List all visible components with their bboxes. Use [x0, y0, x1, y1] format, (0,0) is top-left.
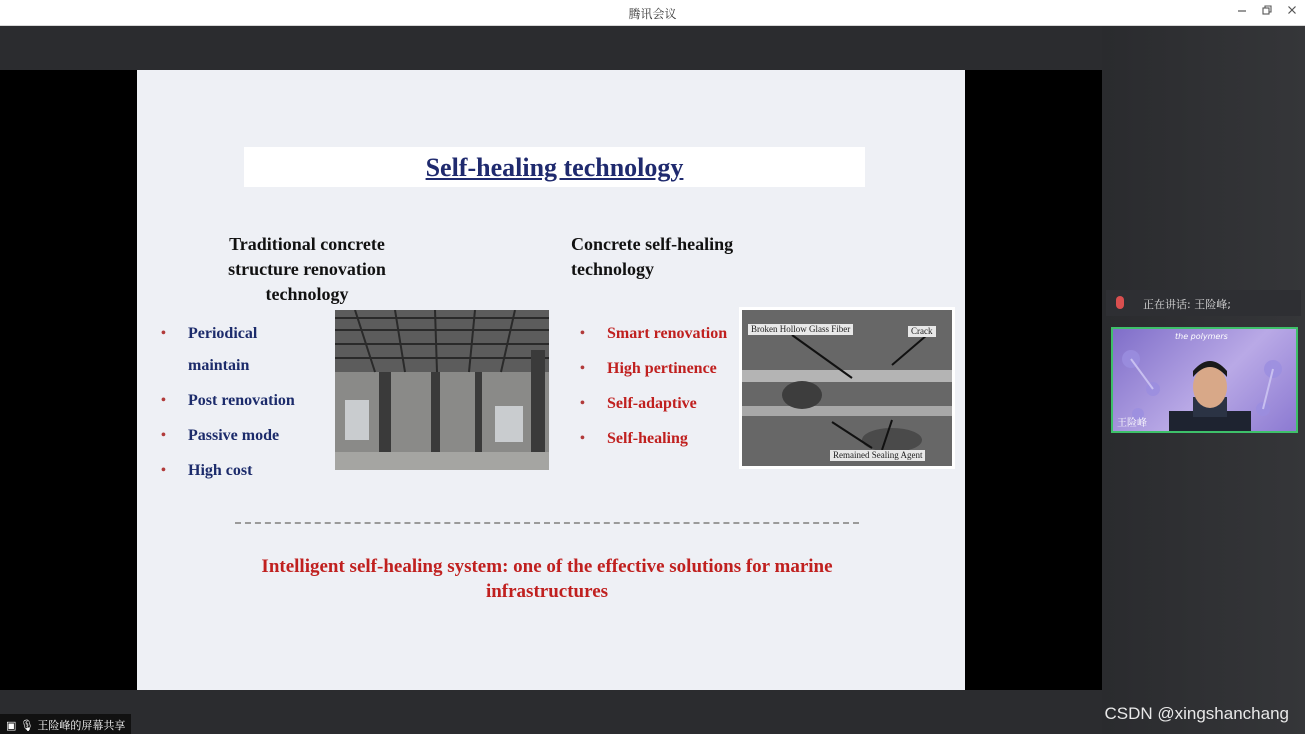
micrograph-label-fiber: Broken Hollow Glass Fiber	[748, 324, 853, 335]
conclusion-line: infrastructures	[485, 581, 609, 602]
left-column-heading	[207, 232, 407, 307]
slide-conclusion	[227, 554, 867, 604]
section-divider	[235, 522, 859, 524]
building-photo	[335, 310, 549, 470]
screen-share-icon: ▣	[6, 719, 17, 732]
slide-title: Self-healing technology	[425, 153, 684, 182]
microphone-icon: 🎙	[19, 719, 34, 732]
slide-title-box	[244, 147, 865, 187]
bullet-item: • Self-adaptive	[580, 388, 727, 420]
watermark: CSDN @xingshanchang	[1104, 704, 1289, 723]
screen-share-label: 王险峰的屏幕共享	[37, 719, 126, 732]
bullet-item: • High cost	[161, 455, 295, 487]
microphone-icon	[1116, 296, 1124, 309]
window-titlebar	[0, 0, 1305, 26]
micrograph-content	[742, 310, 952, 466]
bullet-item: • Self-healing	[580, 423, 727, 455]
restore-icon[interactable]	[1257, 3, 1277, 23]
window-title: 腾讯会议	[628, 7, 677, 21]
right-heading-line: technology	[571, 259, 654, 279]
close-icon[interactable]	[1282, 3, 1302, 23]
camera-background-brand: the polymers	[1175, 332, 1228, 341]
right-heading-line: Concrete self-healing	[571, 234, 734, 254]
left-heading-line: technology	[265, 284, 349, 304]
bullet-item: • Periodical	[161, 318, 295, 350]
bullet-item: • High pertinence	[580, 353, 727, 385]
left-heading-line: Traditional concrete	[229, 234, 385, 254]
right-column-heading	[571, 232, 791, 282]
minimize-icon[interactable]	[1232, 3, 1252, 23]
bullet-item: • Post renovation	[161, 385, 295, 417]
participant-video-tile[interactable]	[1111, 327, 1298, 433]
conclusion-line: Intelligent self-healing system: one of the effective solutions for marine	[261, 556, 833, 577]
screen-share-tag	[0, 714, 131, 734]
presentation-slide	[137, 70, 965, 690]
speaking-label: 正在讲话: 王险峰;	[1143, 298, 1231, 311]
left-bullet-list	[161, 318, 295, 490]
bullet-item: • Smart renovation	[580, 318, 727, 350]
micrograph-label-crack: Crack	[908, 326, 936, 337]
bullet-item: • Passive mode	[161, 420, 295, 452]
right-bullet-list	[580, 318, 727, 458]
micrograph-label-agent: Remained Sealing Agent	[830, 450, 925, 461]
speaking-indicator	[1106, 290, 1301, 316]
bullet-item-continuation: maintain	[188, 357, 250, 374]
micrograph-image	[739, 307, 955, 469]
left-heading-line: structure renovation	[228, 259, 386, 279]
participant-name: 王险峰	[1117, 418, 1147, 429]
